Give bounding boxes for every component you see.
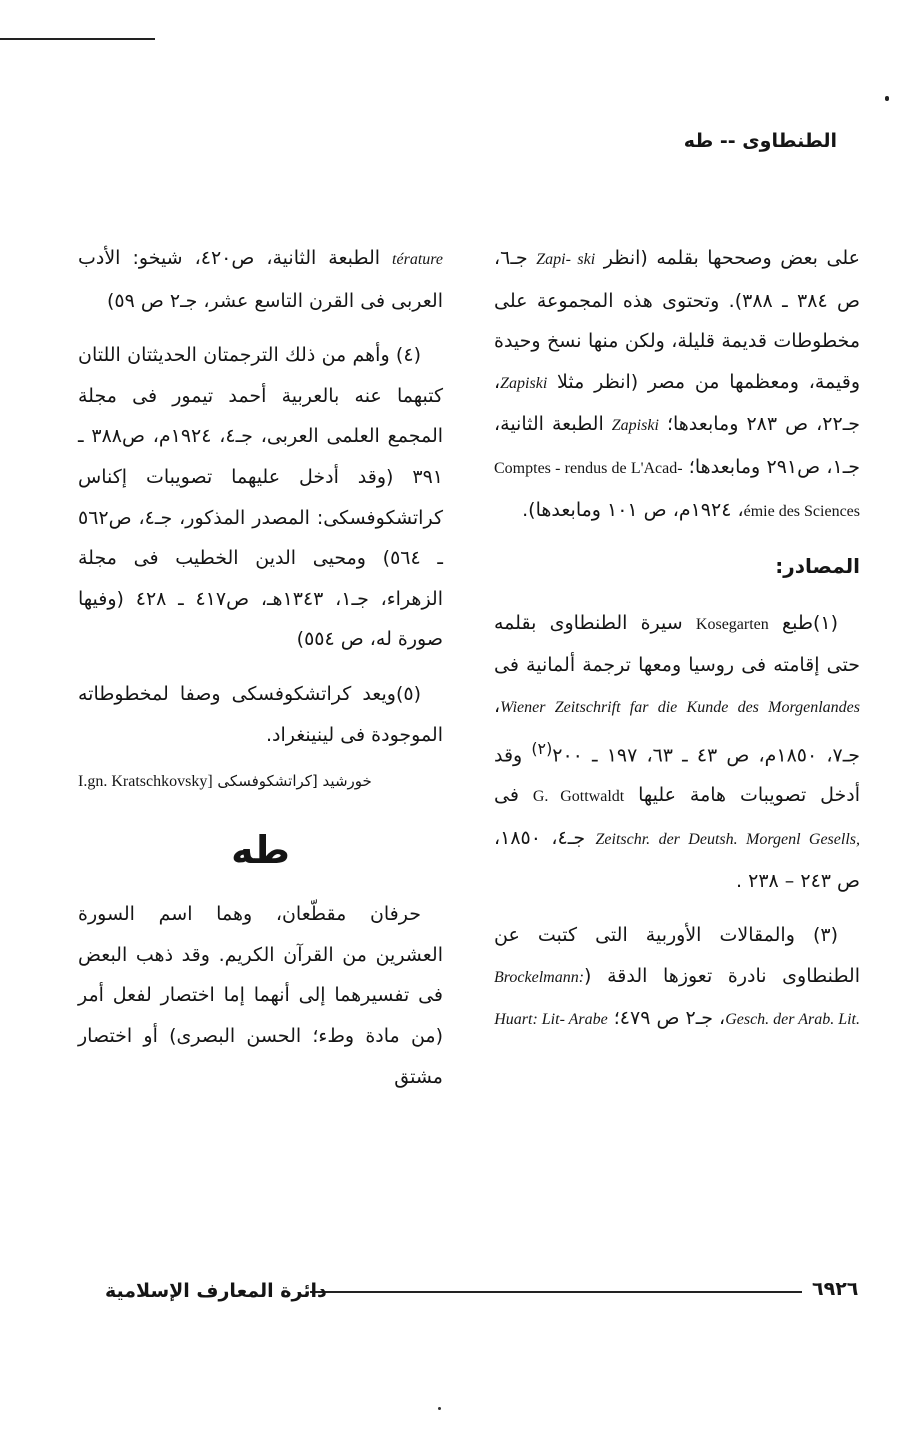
running-title: الطنطاوى -- طه [683, 130, 837, 152]
entry-title: طه [231, 828, 290, 873]
publication-title: دائرة المعارف الإسلامية [105, 1280, 327, 1302]
page-number: ٦٩٢٦ [812, 1278, 859, 1300]
author-signature: خورشيد [كراتشكوفسكى I.gn. Kratschkovsky] [78, 772, 372, 791]
left-column [78, 238, 443, 1111]
print-speck [438, 1407, 441, 1410]
paragraph-continuation: على بعض وصححها بقلمه (انظر Zapi- ski جـ٦، ص ٣٨٤ ـ ٣٨٨). وتحتوى هذه المجموعة على مخطوطات قديمة قليلة، ولكن منها نسخ وحيدة وقيمة، ومعظمها من مصر (انظر مثلا Zapiski، جـ٢٢، ص ٢٨٣ ومابعدها؛ Zapiski الطبعة الثانية، جـ١، ص٢٩١ ومابعدها؛ Comptes - rendus de L'Acad- émie des Sciences، ١٩٢٤م، ص ١٠١ ومابعدها). [494, 247, 861, 521]
right-column [494, 238, 860, 1055]
source-4: (٤) وأهم من ذلك الترجمتان الحديثتان اللتان كتبهما عنه بالعربية أحمد تيمور فى مجلة المجمع العلمى العربى، جـ٤، ١٩٢٤م، ص٣٨٨ ـ ٣٩١ (وقد أدخل عليهما تصويبات إكناس كراتشكوفسكى: المصدر المذكور، جـ٤، ص٥٦٢ ـ ٥٦٤) ومحيى الدين الخطيب فى مجلة الزهراء، جـ١، ١٣٤٣هـ، ص٤١٧ ـ ٤٢٨ (وفيها صورة له، ص ٥٥٤) [78, 344, 444, 651]
paragraph-continuation: térature الطبعة الثانية، ص٤٢٠، شيخو: الأدب العربى فى القرن التاسع عشر، جـ٢ ص ٥٩) [78, 247, 443, 312]
source-1: (١)طبع Kosegarten سيرة الطنطاوى بقلمه حتى إقامته فى روسيا ومعها ترجمة ألمانية فى Wiener Zeitschrift far die Kunde des Morgenlandes، جـ٧، ١٨٥٠م، ص ٤٣ ـ ٦٣، ١٩٧ ـ ٢٠٠$^{(٢)}$ وقد أدخل تصويبات هامة عليها G. Gottwaldt فى Zeitschr. der Deutsh. Morgenl Gesells, جـ٤، ١٨٥٠، ص ٢٤٣ – ٢٣٨ . [494, 611, 861, 892]
sources-heading: المصادر: [775, 554, 860, 579]
source-3: (٣) والمقالات الأوربية التى كتبت عن الطنطاوى نادرة تعوزها الدقة (Brockelmann: Gesch. der Arab. Lit.، جـ٢ ص ٤٧٩؛ Huart: Lit- Arabe [494, 924, 860, 1030]
corner-rule [0, 38, 155, 40]
print-speck [885, 96, 889, 101]
entry-text: حرفان مقطّعان، وهما اسم السورة العشرين من القرآن الكريم. وقد ذهب البعض فى تفسيرهما إلى أنهما إما اختصار لفعل أمر (من مادة وطء؛ الحسن البصرى) أو اختصار مشتق [78, 903, 443, 1088]
source-5: (٥)ويعد كراتشكوفسكى وصفا لمخطوطاته الموجودة فى لينينغراد. [78, 682, 443, 746]
footer-rule [310, 1291, 802, 1293]
